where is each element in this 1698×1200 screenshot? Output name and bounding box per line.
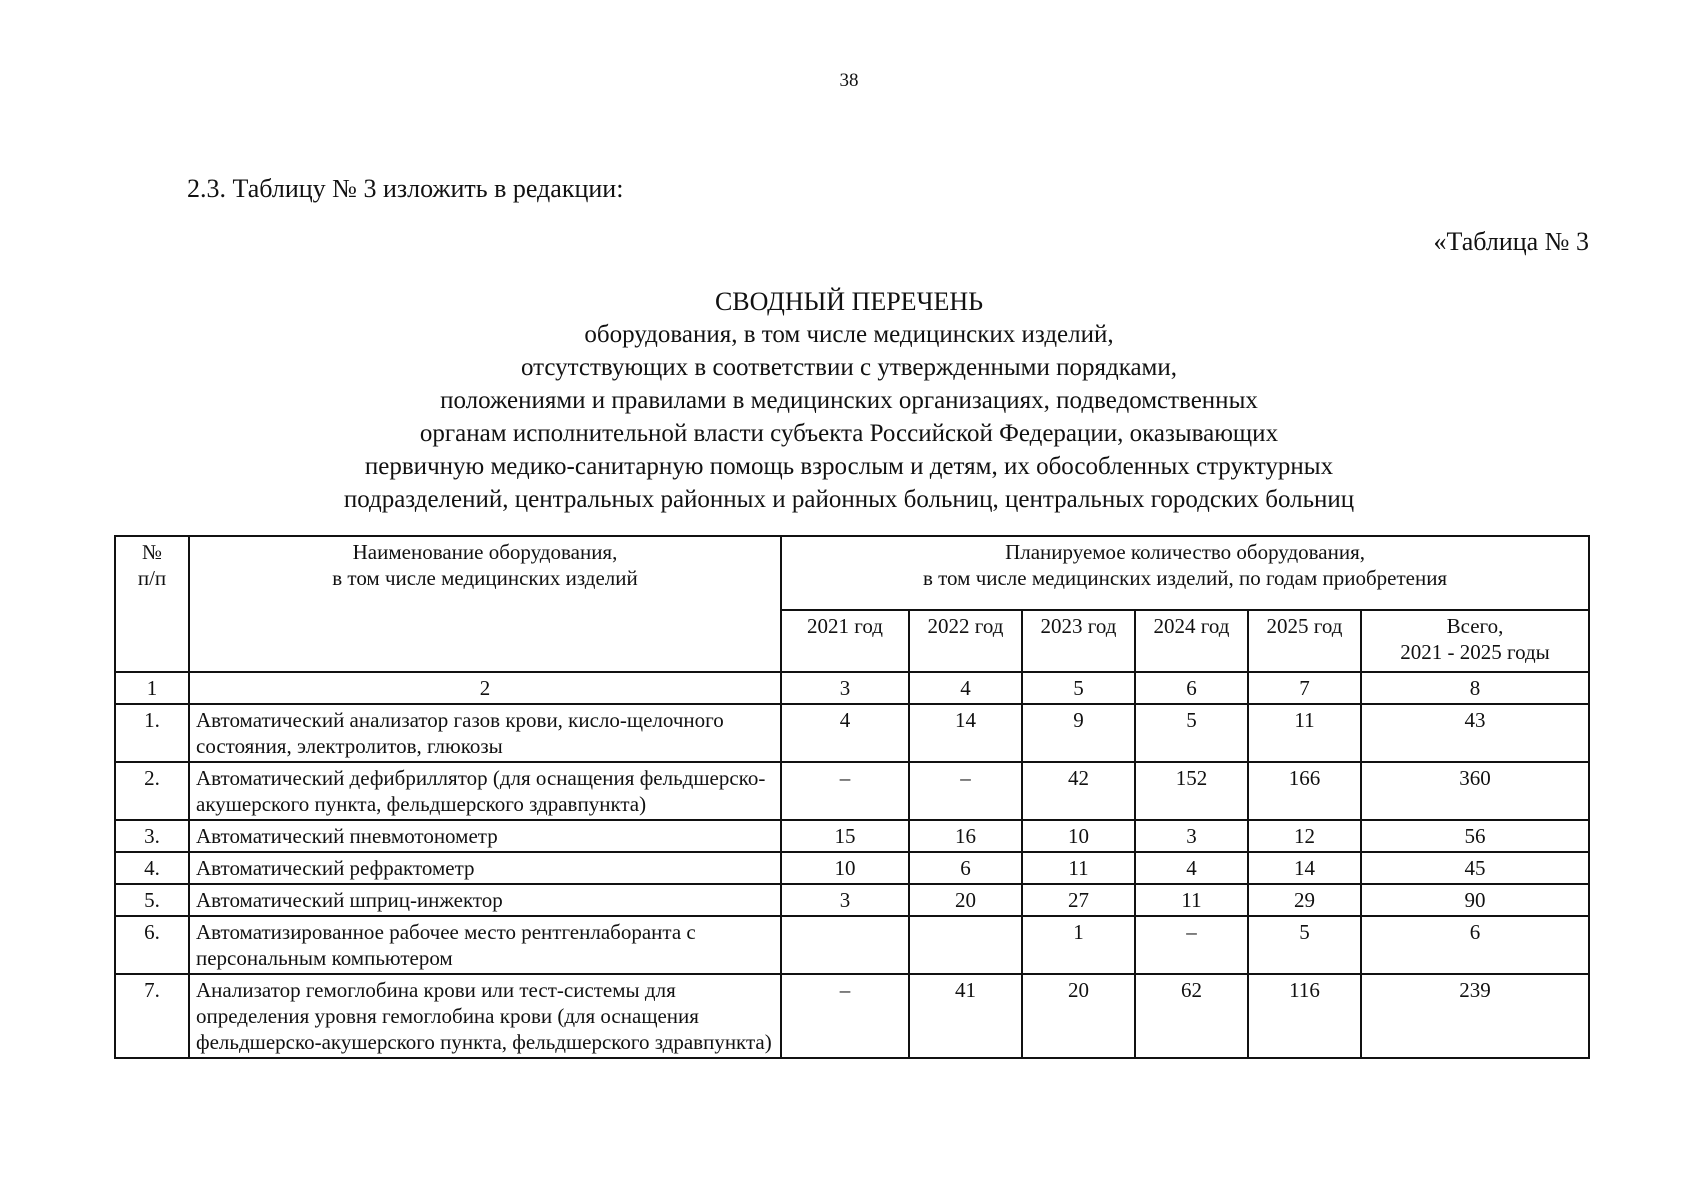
column-number-row <box>115 672 1589 704</box>
column-number: 8 <box>1361 672 1589 704</box>
header-planned-line: в том числе медицинских изделий, по годам приобретения <box>922 566 1448 590</box>
title-line: положениями и правилами в медицинских организациях, подведомственных <box>440 387 1258 414</box>
table-row <box>115 884 1589 916</box>
header-name-line: Наименование оборудования, <box>352 540 618 564</box>
row-name: Автоматический рефрактометр <box>189 852 781 884</box>
row-value: 166 <box>1248 762 1361 820</box>
header-planned <box>781 536 1589 610</box>
row-value: 4 <box>1135 852 1248 884</box>
row-total: 90 <box>1361 884 1589 916</box>
row-value: 14 <box>909 704 1022 762</box>
table-row <box>115 916 1589 974</box>
row-total: 360 <box>1361 762 1589 820</box>
title-main: СВОДНЫЙ ПЕРЕЧЕНЬ <box>714 287 984 316</box>
row-value: – <box>909 762 1022 820</box>
row-value: 27 <box>1022 884 1135 916</box>
column-number: 2 <box>189 672 781 704</box>
header-planned-line: Планируемое количество оборудования, <box>1005 540 1366 564</box>
column-number: 3 <box>781 672 909 704</box>
row-value: 10 <box>1022 820 1135 852</box>
row-value: 6 <box>909 852 1022 884</box>
row-value: 116 <box>1248 974 1361 1058</box>
row-name: Автоматизированное рабочее место рентгенлаборанта с персональным компьютером <box>189 916 781 974</box>
row-value: 12 <box>1248 820 1361 852</box>
row-value: 4 <box>781 704 909 762</box>
row-value <box>909 916 1022 974</box>
row-value: 3 <box>1135 820 1248 852</box>
row-value: 3 <box>781 884 909 916</box>
row-value <box>781 916 909 974</box>
title-block <box>0 285 1698 516</box>
header-year: 2024 год <box>1135 610 1248 672</box>
row-num: 5. <box>115 884 189 916</box>
row-value: 10 <box>781 852 909 884</box>
header-year: 2022 год <box>909 610 1022 672</box>
row-num: 3. <box>115 820 189 852</box>
table-header-row <box>115 536 1589 610</box>
row-name: Анализатор гемоглобина крови или тест-системы для определения уровня гемоглобина крови (для оснащения фельдшерско-акушерского пункта, фельдшерского здравпункта) <box>189 974 781 1058</box>
header-year: 2023 год <box>1022 610 1135 672</box>
table-row <box>115 762 1589 820</box>
header-num <box>115 536 189 672</box>
column-number: 5 <box>1022 672 1135 704</box>
row-name: Автоматический анализатор газов крови, кисло-щелочного состояния, электролитов, глюкозы <box>189 704 781 762</box>
row-value: 152 <box>1135 762 1248 820</box>
row-value: 41 <box>909 974 1022 1058</box>
row-num: 1. <box>115 704 189 762</box>
row-value: – <box>781 974 909 1058</box>
header-num-line: п/п <box>137 566 167 590</box>
row-value: – <box>1135 916 1248 974</box>
row-value: 5 <box>1248 916 1361 974</box>
intro-line: 2.3. Таблицу № 3 изложить в редакции: <box>187 174 624 203</box>
row-value: – <box>781 762 909 820</box>
table-row <box>115 704 1589 762</box>
row-value: 11 <box>1135 884 1248 916</box>
row-value: 20 <box>909 884 1022 916</box>
page-number: 38 <box>839 70 859 91</box>
row-name: Автоматический шприц-инжектор <box>189 884 781 916</box>
row-num: 4. <box>115 852 189 884</box>
column-number: 7 <box>1248 672 1361 704</box>
row-name: Автоматический дефибриллятор (для оснащения фельдшерско-акушерского пункта, фельдшерского здравпункта) <box>189 762 781 820</box>
header-total-line: Всего, <box>1446 614 1504 638</box>
table-caption: «Таблица № 3 <box>1433 227 1589 256</box>
row-value: 14 <box>1248 852 1361 884</box>
row-value: 16 <box>909 820 1022 852</box>
row-value: 42 <box>1022 762 1135 820</box>
row-value: 11 <box>1248 704 1361 762</box>
row-total: 56 <box>1361 820 1589 852</box>
row-value: 9 <box>1022 704 1135 762</box>
title-line: подразделений, центральных районных и районных больниц, центральных городских больниц <box>343 486 1355 513</box>
table-row <box>115 974 1589 1058</box>
row-total: 43 <box>1361 704 1589 762</box>
header-year: 2025 год <box>1248 610 1361 672</box>
row-num: 7. <box>115 974 189 1058</box>
row-num: 6. <box>115 916 189 974</box>
row-value: 20 <box>1022 974 1135 1058</box>
row-total: 239 <box>1361 974 1589 1058</box>
column-number: 6 <box>1135 672 1248 704</box>
row-value: 15 <box>781 820 909 852</box>
row-name: Автоматический пневмотонометр <box>189 820 781 852</box>
table-row <box>115 820 1589 852</box>
header-total <box>1361 610 1589 672</box>
header-total-line: 2021 - 2025 годы <box>1400 640 1550 664</box>
row-value: 1 <box>1022 916 1135 974</box>
table-row <box>115 852 1589 884</box>
title-line: первичную медико-санитарную помощь взрослым и детям, их обособленных структурных <box>364 453 1334 480</box>
row-total: 45 <box>1361 852 1589 884</box>
equipment-table <box>114 535 1590 1059</box>
row-value: 11 <box>1022 852 1135 884</box>
title-line: оборудования, в том числе медицинских изделий, <box>584 321 1114 348</box>
row-value: 29 <box>1248 884 1361 916</box>
row-num: 2. <box>115 762 189 820</box>
row-total: 6 <box>1361 916 1589 974</box>
header-name <box>189 536 781 672</box>
header-num-line: № <box>141 540 163 564</box>
header-year: 2021 год <box>781 610 909 672</box>
column-number: 1 <box>115 672 189 704</box>
header-name-line: в том числе медицинских изделий <box>332 566 638 590</box>
column-number: 4 <box>909 672 1022 704</box>
title-line: отсутствующих в соответствии с утвержденными порядками, <box>520 354 1178 381</box>
title-line: органам исполнительной власти субъекта Российской Федерации, оказывающих <box>419 420 1279 447</box>
row-value: 5 <box>1135 704 1248 762</box>
row-value: 62 <box>1135 974 1248 1058</box>
